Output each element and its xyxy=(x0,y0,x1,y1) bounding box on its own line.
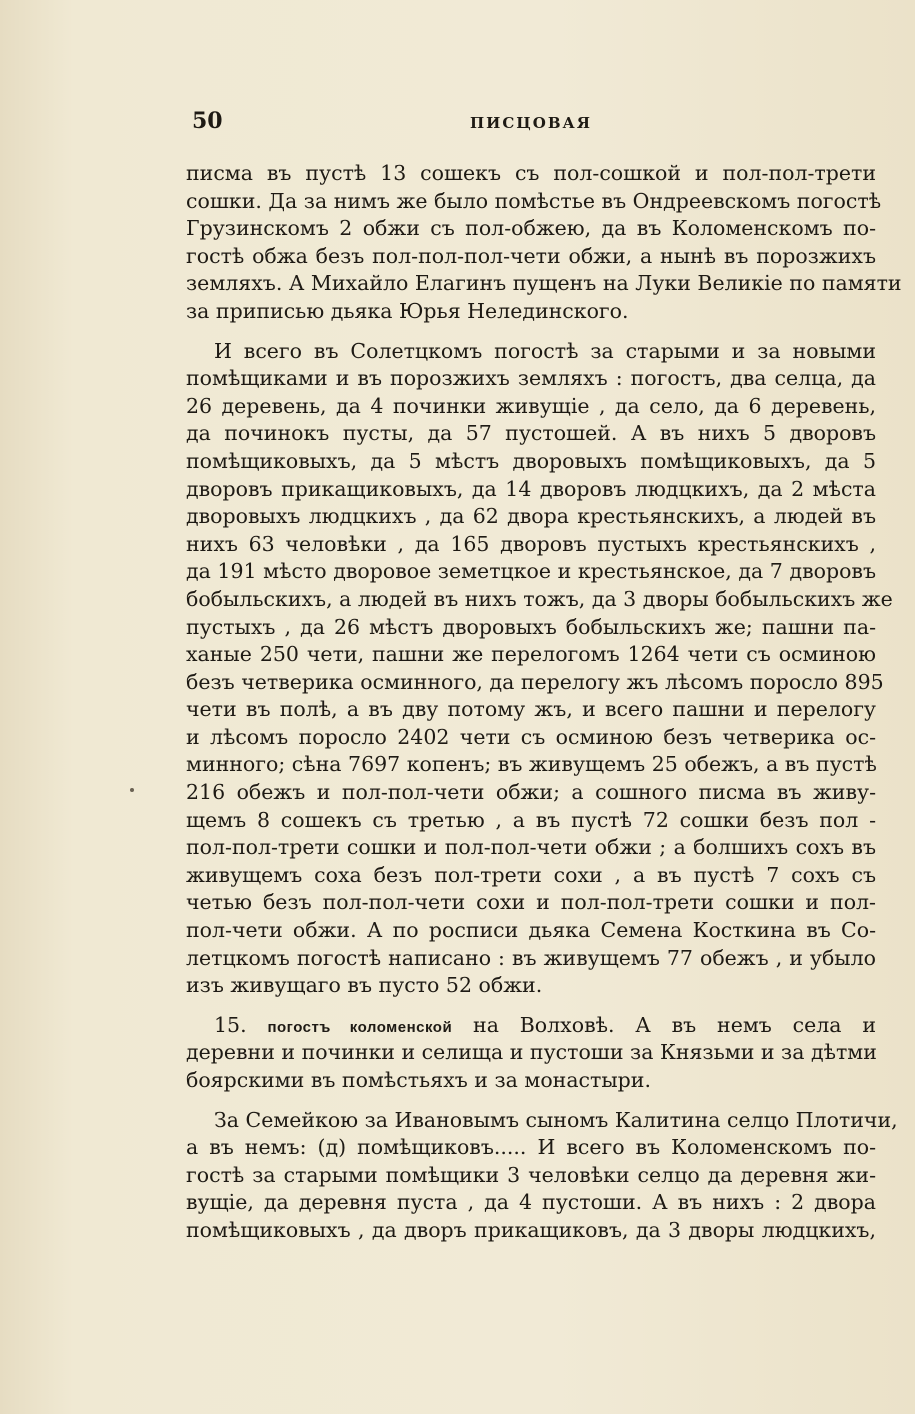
text-line: деревни и починки и селища и пустоши за Князьми и за дѣтми xyxy=(186,1040,877,1065)
text-line: бобыльскихъ, а людей въ нихъ тожъ, да 3 дворы бобыльскихъ же xyxy=(186,586,893,611)
text-line: летцкомъ погостѣ написано : въ живущемъ 77 обежъ , и убыло xyxy=(186,945,876,970)
text-line: чети въ полѣ, а въ дву потому жъ, и всего пашни и перелогу xyxy=(186,697,876,722)
page-header xyxy=(186,108,876,138)
section-title: погостъ коломенской xyxy=(267,1018,453,1036)
text-line: и лѣсомъ поросло 2402 чети съ осминою безъ четверика ос- xyxy=(186,724,876,749)
paragraph-4 xyxy=(186,1107,898,1245)
text-line: живущемъ соха безъ пол-трети сохи , а въ пустѣ 7 сохъ съ xyxy=(186,862,876,887)
text-line: пол-пол-трети сошки и пол-пол-чети обжи ; а болшихъ сохъ въ xyxy=(186,835,876,860)
text-line: четью безъ пол-пол-чети сохи и пол-пол-трети сошки и пол- xyxy=(186,890,876,915)
text-line: дворовъ прикащиковыхъ, да 14 дворовъ людцкихъ, да 2 мѣста xyxy=(186,476,876,501)
section-heading-line xyxy=(186,1012,876,1040)
text-line: гостѣ обжа безъ пол-пол-пол-чети обжи, а нынѣ въ порозжихъ xyxy=(186,243,876,268)
section-heading-rest: на Волховѣ. А въ немъ села и xyxy=(473,1012,876,1037)
text-line: да починокъ пусты, да 57 пустошей. А въ нихъ 5 дворовъ xyxy=(186,421,876,446)
text-line: минного; сѣна 7697 копенъ; въ живущемъ 25 обежъ, а въ пустѣ xyxy=(186,752,877,777)
text-line: за приписью дьяка Юрья Нелединского. xyxy=(186,298,629,323)
text-line: земляхъ. А Михайло Елагинъ пущенъ на Луки Великіе по памяти xyxy=(186,271,902,296)
paragraph-2 xyxy=(186,338,893,1000)
paragraph-1 xyxy=(186,160,902,326)
text-line: безъ четверика осминного, да перелогу жъ лѣсомъ поросло 895 xyxy=(186,669,884,694)
text-line: дворовыхъ людцкихъ , да 62 двора крестьянскихъ, а людей въ xyxy=(186,504,876,529)
text-line: За Семейкою за Ивановымъ сыномъ Калитина селцо Плотичи, xyxy=(214,1107,898,1132)
text-line: И всего въ Солетцкомъ погостѣ за старыми и за новыми xyxy=(214,338,876,363)
paper-spot xyxy=(130,788,134,792)
text-line: сошки. Да за нимъ же было помѣстье въ Ондреевскомъ погостѣ xyxy=(186,188,882,213)
text-line: вущіе, да деревня пуста , да 4 пустоши. А въ нихъ : 2 двора xyxy=(186,1190,876,1215)
text-line: а въ немъ: (д) помѣщиковъ..... И всего въ Коломенскомъ по- xyxy=(186,1135,876,1160)
paragraph-3 xyxy=(186,1012,876,1095)
text-line: помѣщиковыхъ, да 5 мѣстъ дворовыхъ помѣщиковыхъ, да 5 xyxy=(186,448,876,473)
text-line: гостѣ за старыми помѣщики 3 человѣки селцо да деревня жи- xyxy=(186,1162,876,1187)
body-text xyxy=(186,160,902,1245)
text-line: писма въ пустѣ 13 сошекъ съ пол-сошкой и пол-пол-трети xyxy=(186,161,876,185)
text-line: щемъ 8 сошекъ съ третью , а въ пустѣ 72 сошки безъ пол - xyxy=(186,807,876,832)
text-line: нихъ 63 человѣки , да 165 дворовъ пустыхъ крестьянскихъ , xyxy=(186,531,876,556)
running-head: ПИСЦОВАЯ xyxy=(470,114,592,132)
text-line: боярскими въ помѣстьяхъ и за монастыри. xyxy=(186,1068,651,1092)
page-number: 50 xyxy=(192,108,223,134)
section-number: 15. xyxy=(214,1012,247,1037)
text-line: 216 обежъ и пол-пол-чети обжи; а сошного писма въ живу- xyxy=(186,780,876,805)
text-line: пустыхъ , да 26 мѣстъ дворовыхъ бобыльскихъ же; пашни па- xyxy=(186,614,876,639)
text-line: 26 деревень, да 4 починки живущіе , да село, да 6 деревень, xyxy=(186,393,876,418)
text-line: Грузинскомъ 2 обжи съ пол-обжею, да въ Коломенскомъ по- xyxy=(186,216,876,241)
text-line: пол-чети обжи. А по росписи дьяка Семена Косткина въ Со- xyxy=(186,918,876,943)
text-line: да 191 мѣсто дворовое земетцкое и крестьянское, да 7 дворовъ xyxy=(186,559,876,584)
text-line: изъ живущаго въ пусто 52 обжи. xyxy=(186,973,543,998)
text-line: помѣщиковыхъ , да дворъ прикащиковъ, да 3 дворы людцкихъ, xyxy=(186,1217,876,1242)
text-line: помѣщиками и въ порозжихъ земляхъ : погостъ, два селца, да xyxy=(186,366,876,391)
text-line: ханые 250 чети, пашни же перелогомъ 1264 чети съ осминою xyxy=(186,642,876,667)
